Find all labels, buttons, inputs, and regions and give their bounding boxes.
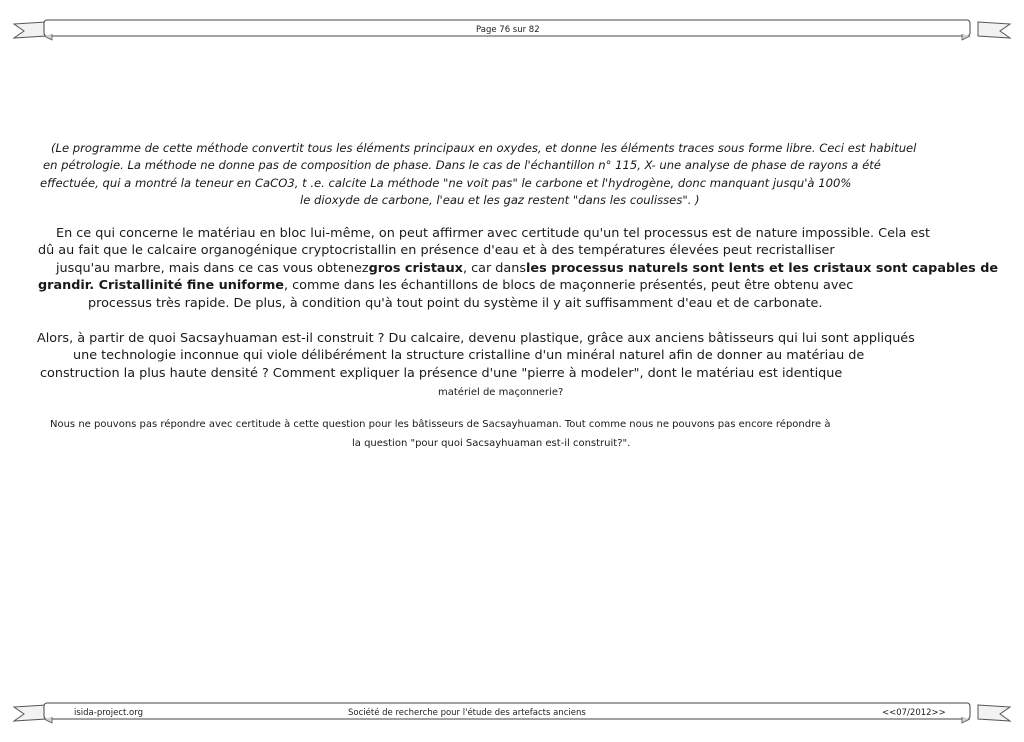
footer-banner xyxy=(0,701,1024,727)
p3-line-2: la question "pour quoi Sacsayhuaman est-il construit?". xyxy=(352,438,631,449)
header-banner xyxy=(0,18,1024,44)
p2-line-4: matériel de maçonnerie? xyxy=(438,387,564,398)
p1-bold-processus: les processus naturels sont lents et les cristaux sont capables de xyxy=(526,261,999,276)
note-line-3: effectuée, qui a montré la teneur en CaCO3, t .e. calcite La méthode "ne voit pas" le carbone et l'hydrogène, donc manquant jusqu'à 100% xyxy=(40,176,852,190)
p2-line-2: une technologie inconnue qui viole délibérément la structure cristalline d'un minéral naturel afin de donner au matériau de xyxy=(73,348,865,363)
p1-line-4-b: , comme dans les échantillons de blocs de maçonnerie présentés, peut être obtenu avec xyxy=(283,278,854,293)
p2-line-3: construction la plus haute densité ? Comment expliquer la présence d'une "pierre à modeler", dont le matériau est identique xyxy=(40,366,843,381)
note-line-2: en pétrologie. La méthode ne donne pas de composition de phase. Dans le cas de l'échantillon n° 115, X- une analyse de phase de rayons a été xyxy=(43,158,881,172)
p1-bold-gros-cristaux: gros cristaux xyxy=(368,261,463,276)
p1-line-3-a: jusqu'au marbre, mais dans ce cas vous obtenez xyxy=(56,261,369,276)
p1-line-5: processus très rapide. De plus, à condition qu'à tout point du système il y ait suffisamment d'eau et de carbonate. xyxy=(88,296,823,311)
footer-site: isida-project.org xyxy=(74,708,143,718)
p1-line-2: dû au fait que le calcaire organogénique cryptocristallin en présence d'eau et à des températures élevées peut recristalliser xyxy=(38,243,835,258)
p3-line-1: Nous ne pouvons pas répondre avec certitude à cette question pour les bâtisseurs de Sacsayhuaman. Tout comme nous ne pouvons pas encore répondre à xyxy=(50,419,831,430)
note-line-1: (Le programme de cette méthode convertit tous les éléments principaux en oxydes, et donne les éléments traces sous forme libre. Ceci est habituel xyxy=(51,141,917,155)
note-line-4: le dioxyde de carbone, l'eau et les gaz restent "dans les coulisses". ) xyxy=(300,193,700,207)
p1-line-3-c: , car dans xyxy=(462,261,527,276)
footer-date: <<07/2012>> xyxy=(882,708,946,718)
p1-bold-cristallinite: grandir. Cristallinité fine uniforme xyxy=(38,278,284,293)
page-number: Page 76 sur 82 xyxy=(476,25,540,35)
p1-line-4 xyxy=(38,278,853,293)
p2-line-1: Alors, à partir de quoi Sacsayhuaman est-il construit ? Du calcaire, devenu plastique, grâce aux anciens bâtisseurs qui lui sont appliqués xyxy=(37,331,915,346)
p1-line-1: En ce qui concerne le matériau en bloc lui-même, on peut affirmer avec certitude qu'un tel processus est de nature impossible. Cela est xyxy=(56,226,931,241)
footer-society: Société de recherche pour l'étude des artefacts anciens xyxy=(348,708,586,718)
p1-line-3 xyxy=(56,261,998,276)
